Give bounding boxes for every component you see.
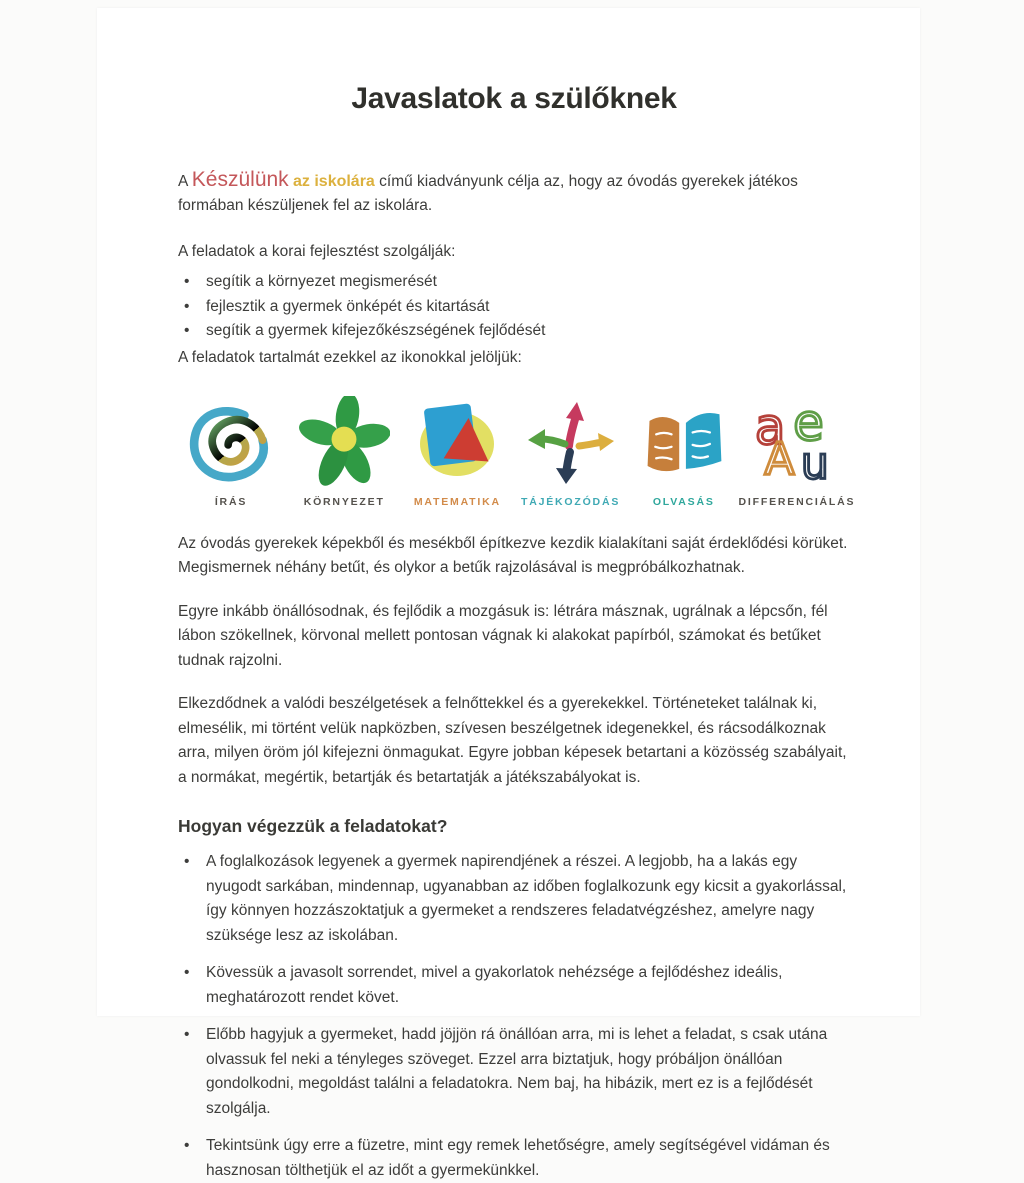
bullet-marker: • [184, 1026, 190, 1043]
icon-cell-olvasas [631, 396, 737, 508]
page-title: Javaslatok a szülőknek [351, 82, 677, 115]
svg-text:A: A [764, 434, 795, 486]
list-item [178, 270, 850, 295]
list-item [178, 1023, 850, 1121]
list-item [178, 295, 850, 320]
scanned-book-page [97, 8, 920, 1179]
bullet-text: Tekintsünk úgy erre a füzetre, mint egy remek lehetőségre, amely segítségével vidáman és hasznosan tölthetjük el az időt a gyermekünkkel. [206, 1137, 830, 1179]
section-heading: Hogyan végezzük a feladatokat? [178, 816, 448, 836]
list-item [178, 319, 850, 344]
list-item [178, 1134, 850, 1183]
open-book-icon [638, 396, 730, 488]
bullet-text: segítik a gyermek kifejezőkészségének fejlődését [206, 322, 546, 339]
icon-legend-row [178, 395, 856, 508]
icon-label: KÖRNYEZET [303, 495, 385, 508]
list-item [178, 961, 850, 1010]
flower-icon [298, 396, 390, 488]
body-paragraph: Egyre inkább önállósodnak, és fejlődik a mozgásuk is: létrára másznak, ugrálnak a lépcsőn, fél lábon szökellnek, körvonal mellett pontosan vágnak ki alakokat papírból, számokat és betűket tudnak rajzolni. [178, 602, 828, 669]
bullet-marker: • [184, 1137, 190, 1154]
direction-arrows-icon [523, 396, 619, 488]
icon-label: TÁJÉKOZÓDÁS [520, 495, 621, 508]
body-paragraph: Elkezdődnek a valódi beszélgetések a felnőttekkel és a gyerekekkel. Történeteket találnak ki, elmesélik, mi történt velük napközben, szívesen beszélgetnek idegenekkel, és rácsodálkoznak arra, milyen öröm jól kifejezni önmagukat. Egyre jobban képesek betartani a közösség szabályait, a normákat, megértik, betartják és betartatják a játékszabályokat is. [178, 695, 847, 786]
icon-label: OLVASÁS [652, 495, 715, 508]
bullet-marker: • [184, 964, 190, 981]
intro-paragraph [178, 168, 850, 218]
bullet-marker: • [184, 297, 190, 315]
bullet-text: fejlesztik a gyermek önképét és kitartását [206, 297, 490, 315]
icon-cell-iras [178, 396, 284, 508]
letters-icon [751, 396, 843, 488]
bullet-text: A foglalkozások legyenek a gyermek napirendjének a részei. A legjobb, ha a lakás egy nyugodt sarkában, mindennap, ugyanabban az időben foglalkozunk egy kicsit a gyakorlással, így könnyen hozzászoktatjuk a gyermeket a rendszeres feladatvégzéshez, amelyre nagy szüksége lesz az iskolában. [206, 853, 847, 944]
svg-text:e: e [793, 395, 824, 452]
body-paragraph: Az óvodás gyerekek képekből és mesékből építkezve kezdik kialakítani saját érdeklődési körüket. Megismernek néhány betűt, és olykor a betűk rajzolásával is megpróbálkozhatnak. [178, 534, 848, 576]
icons-lead: A feladatok tartalmát ezekkel az ikonokkal jelöljük: [178, 348, 522, 366]
goals-bullet-list [178, 270, 850, 344]
bullet-text: Előbb hagyjuk a gyermeket, hadd jöjjön rá önállóan arra, mi is lehet a feladat, s csak utána olvassuk fel neki a tényleges szöveget. Ezzel arra biztatjuk, hogy próbáljon önállóan gondolkodni, megoldást találni a feladatokra. Nem baj, ha hibázik, mert ez is a fejlődését szolgálja. [206, 1026, 828, 1117]
goals-lead: A feladatok a korai fejlesztést szolgálják: [178, 243, 456, 260]
writing-spiral-icon [185, 396, 277, 488]
shapes-icon [409, 396, 505, 488]
svg-text:a: a [754, 397, 786, 456]
icon-label: MATEMATIKA [413, 495, 501, 508]
icon-label: DIFFERENCIÁLÁS [738, 495, 856, 508]
icon-cell-matematika [404, 396, 510, 508]
bullet-text: Kövessük a javasolt sorrendet, mivel a gyakorlatok nehézsége a fejlődéshez ideális, meghatározott rendet követ. [206, 964, 783, 1006]
page-content [97, 82, 920, 1183]
bullet-marker: • [184, 273, 190, 290]
bullet-marker: • [184, 853, 190, 870]
series-title-part1: Készülünk [191, 168, 289, 191]
icon-cell-kornyezet [291, 396, 397, 508]
list-item [178, 850, 850, 948]
icon-cell-differencialas [738, 395, 856, 508]
series-title-part2: az iskolára [293, 173, 375, 190]
icon-cell-tajekozodas [518, 396, 624, 508]
bullet-marker: • [184, 322, 190, 339]
icon-label: ÍRÁS [214, 495, 248, 508]
svg-text:u: u [800, 437, 829, 488]
intro-prefix: A [178, 173, 192, 190]
howto-bullet-list [178, 850, 850, 1183]
intro-rest: című kiadványunk célja az, hogy az óvodás gyerekek játékos formában készüljenek fel az iskolára. [178, 173, 798, 214]
bullet-text: segítik a környezet megismerését [206, 273, 437, 290]
